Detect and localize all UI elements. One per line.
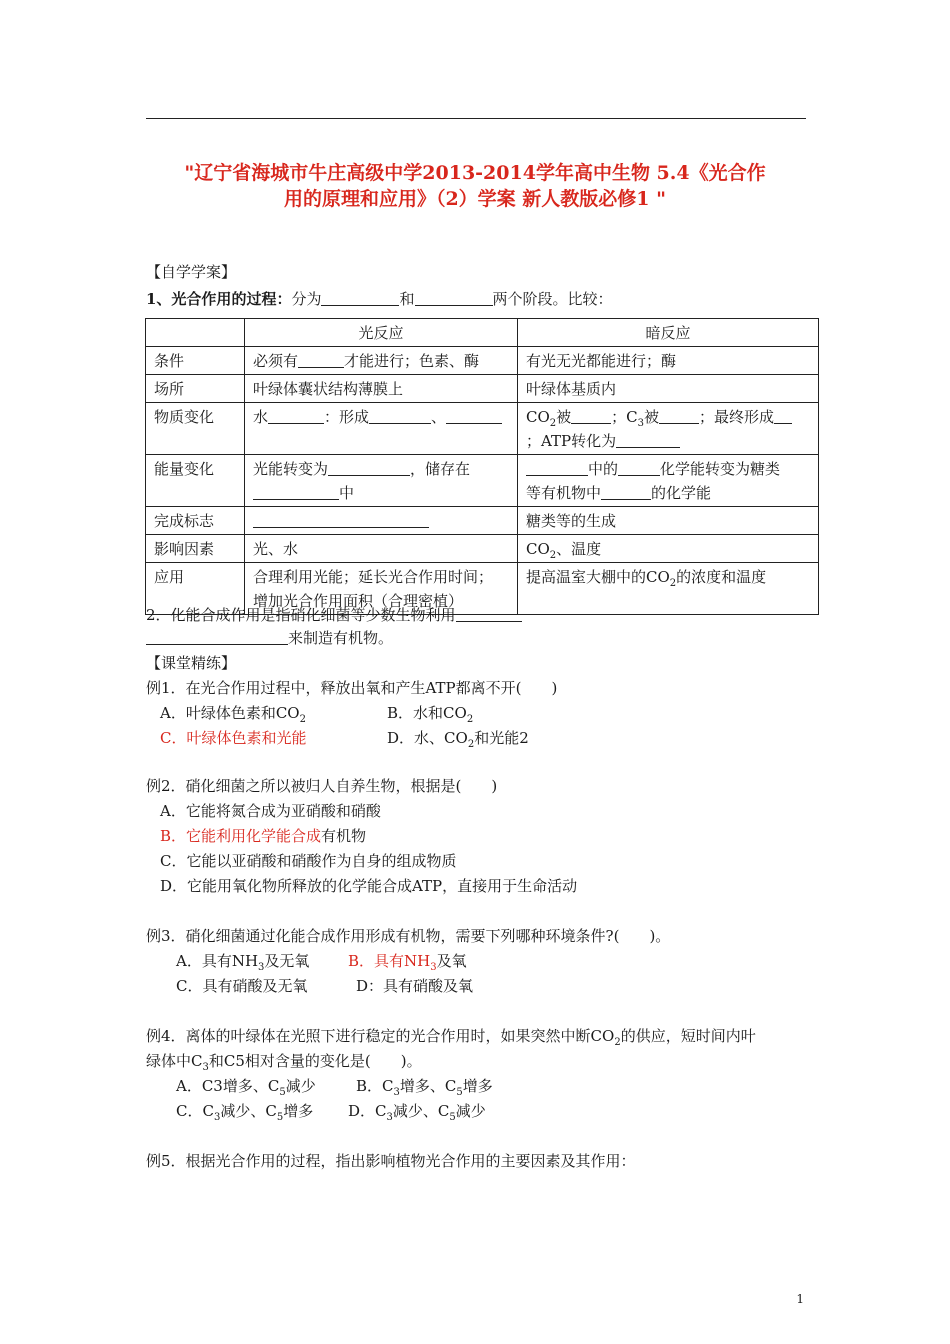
ex4-option-a: A．C3增多、$C_5$减少: [176, 1077, 316, 1098]
ex1-option-a: A．叶绿体色素和$CO_2$: [160, 704, 306, 725]
example-3-stem: 例3．硝化细菌通过化能合成作用形成有机物，需要下列哪种环境条件?( )。: [146, 927, 671, 945]
section-practice: 【课堂精练】: [146, 654, 237, 672]
q1-label: 1、光合作用的过程: [146, 290, 277, 308]
header-rule: [146, 118, 806, 119]
ex1-option-b: B．水和$CO_2$: [387, 704, 474, 725]
table-header-row: [146, 319, 819, 347]
ex3-option-a: A．具有$NH_3$及无氧: [176, 952, 310, 973]
blank: [415, 289, 493, 306]
doc-title-line2: 用的原理和应用》（2）学案 新人教版必修1 ": [283, 188, 667, 210]
ex2-option-c: C．它能以亚硝酸和硝酸作为自身的组成物质: [160, 852, 457, 870]
ex1-option-d: D．水、$CO_2$和光能2: [387, 729, 529, 750]
doc-title-line1: "辽宁省海城市牛庄高级中学2013-2014学年高中生物 5.4《光合作: [184, 162, 766, 184]
question-2-line1: 2．化能合成作用是指硝化细菌等少数生物利用: [146, 605, 522, 625]
question-2-line2: 来制造有机物。: [146, 628, 393, 648]
table-row: 场所 叶绿体囊状结构薄膜上 叶绿体基质内: [146, 375, 819, 403]
blank: [321, 289, 399, 306]
example-4-stem-line2: 绿体中$C_3$和C5相对含量的变化是( )。: [146, 1052, 422, 1073]
table-row: 影响因素 光、水 $CO_2$、温度: [146, 535, 819, 563]
ex4-option-d: D．$C_3$减少、$C_5$减少: [348, 1102, 486, 1123]
example-2-stem: 例2．硝化细菌之所以被归人自养生物，根据是( ): [146, 777, 498, 795]
ex3-option-b-answer: B．具有$NH_3$及氧: [348, 952, 467, 973]
ex2-option-a: A．它能将氮合成为亚硝酸和硝酸: [160, 802, 381, 820]
section-self-study: 【自学学案】: [146, 263, 237, 281]
ex2-option-d: D．它能用氧化物所释放的化学能合成ATP，直接用于生命活动: [160, 877, 578, 895]
ex4-option-b: B．$C_3$增多、$C_5$增多: [356, 1077, 493, 1098]
example-4-stem-line1: 例4．离体的叶绿体在光照下进行稳定的光合作用时，如果突然中断$CO_2$的供应，短时间内叶: [146, 1027, 756, 1048]
comparison-table: [145, 318, 819, 615]
example-1-stem: 例1．在光合作用过程中，释放出氧和产生ATP都离不开( ): [146, 679, 558, 697]
table-row: 能量变化 光能转变为 ，储存在 中 中的 化学能转变为糖类 等有机物中 的化学能: [146, 455, 819, 507]
ex2-option-b-answer: B．它能利用化学能合成有机物: [160, 827, 367, 845]
table-row: 完成标志 糖类等的生成: [146, 507, 819, 535]
question-1: 1、光合作用的过程：分为 和 两个阶段。比较：: [146, 290, 613, 308]
ex3-option-d: D：具有硝酸及氧: [356, 977, 474, 995]
example-5-stem: 例5．根据光合作用的过程，指出影响植物光合作用的主要因素及其作用：: [146, 1152, 636, 1170]
page-number: 1: [796, 1292, 804, 1306]
table-row: 物质变化 水 ：形成 、 $CO_2$被 ；$C_3$被 ；最终形成 ；ATP转化为: [146, 403, 819, 455]
header-dark-reaction: 暗反应: [518, 319, 819, 347]
ex4-option-c: C．$C_3$减少、$C_5$增多: [176, 1102, 314, 1123]
table-row: 应用 合理利用光能；延长光合作用时间； 增加光合作用面积（合理密植） 提高温室大棚中的$CO_2$的浓度和温度: [146, 563, 819, 615]
ex3-option-c: C．具有硝酸及无氧: [176, 977, 308, 995]
ex1-option-c-answer: C．叶绿体色素和光能: [160, 729, 307, 747]
table-row: 条件 必须有 才能进行；色素、酶 有光无光都能进行；酶: [146, 347, 819, 375]
header-light-reaction: 光反应: [245, 319, 518, 347]
